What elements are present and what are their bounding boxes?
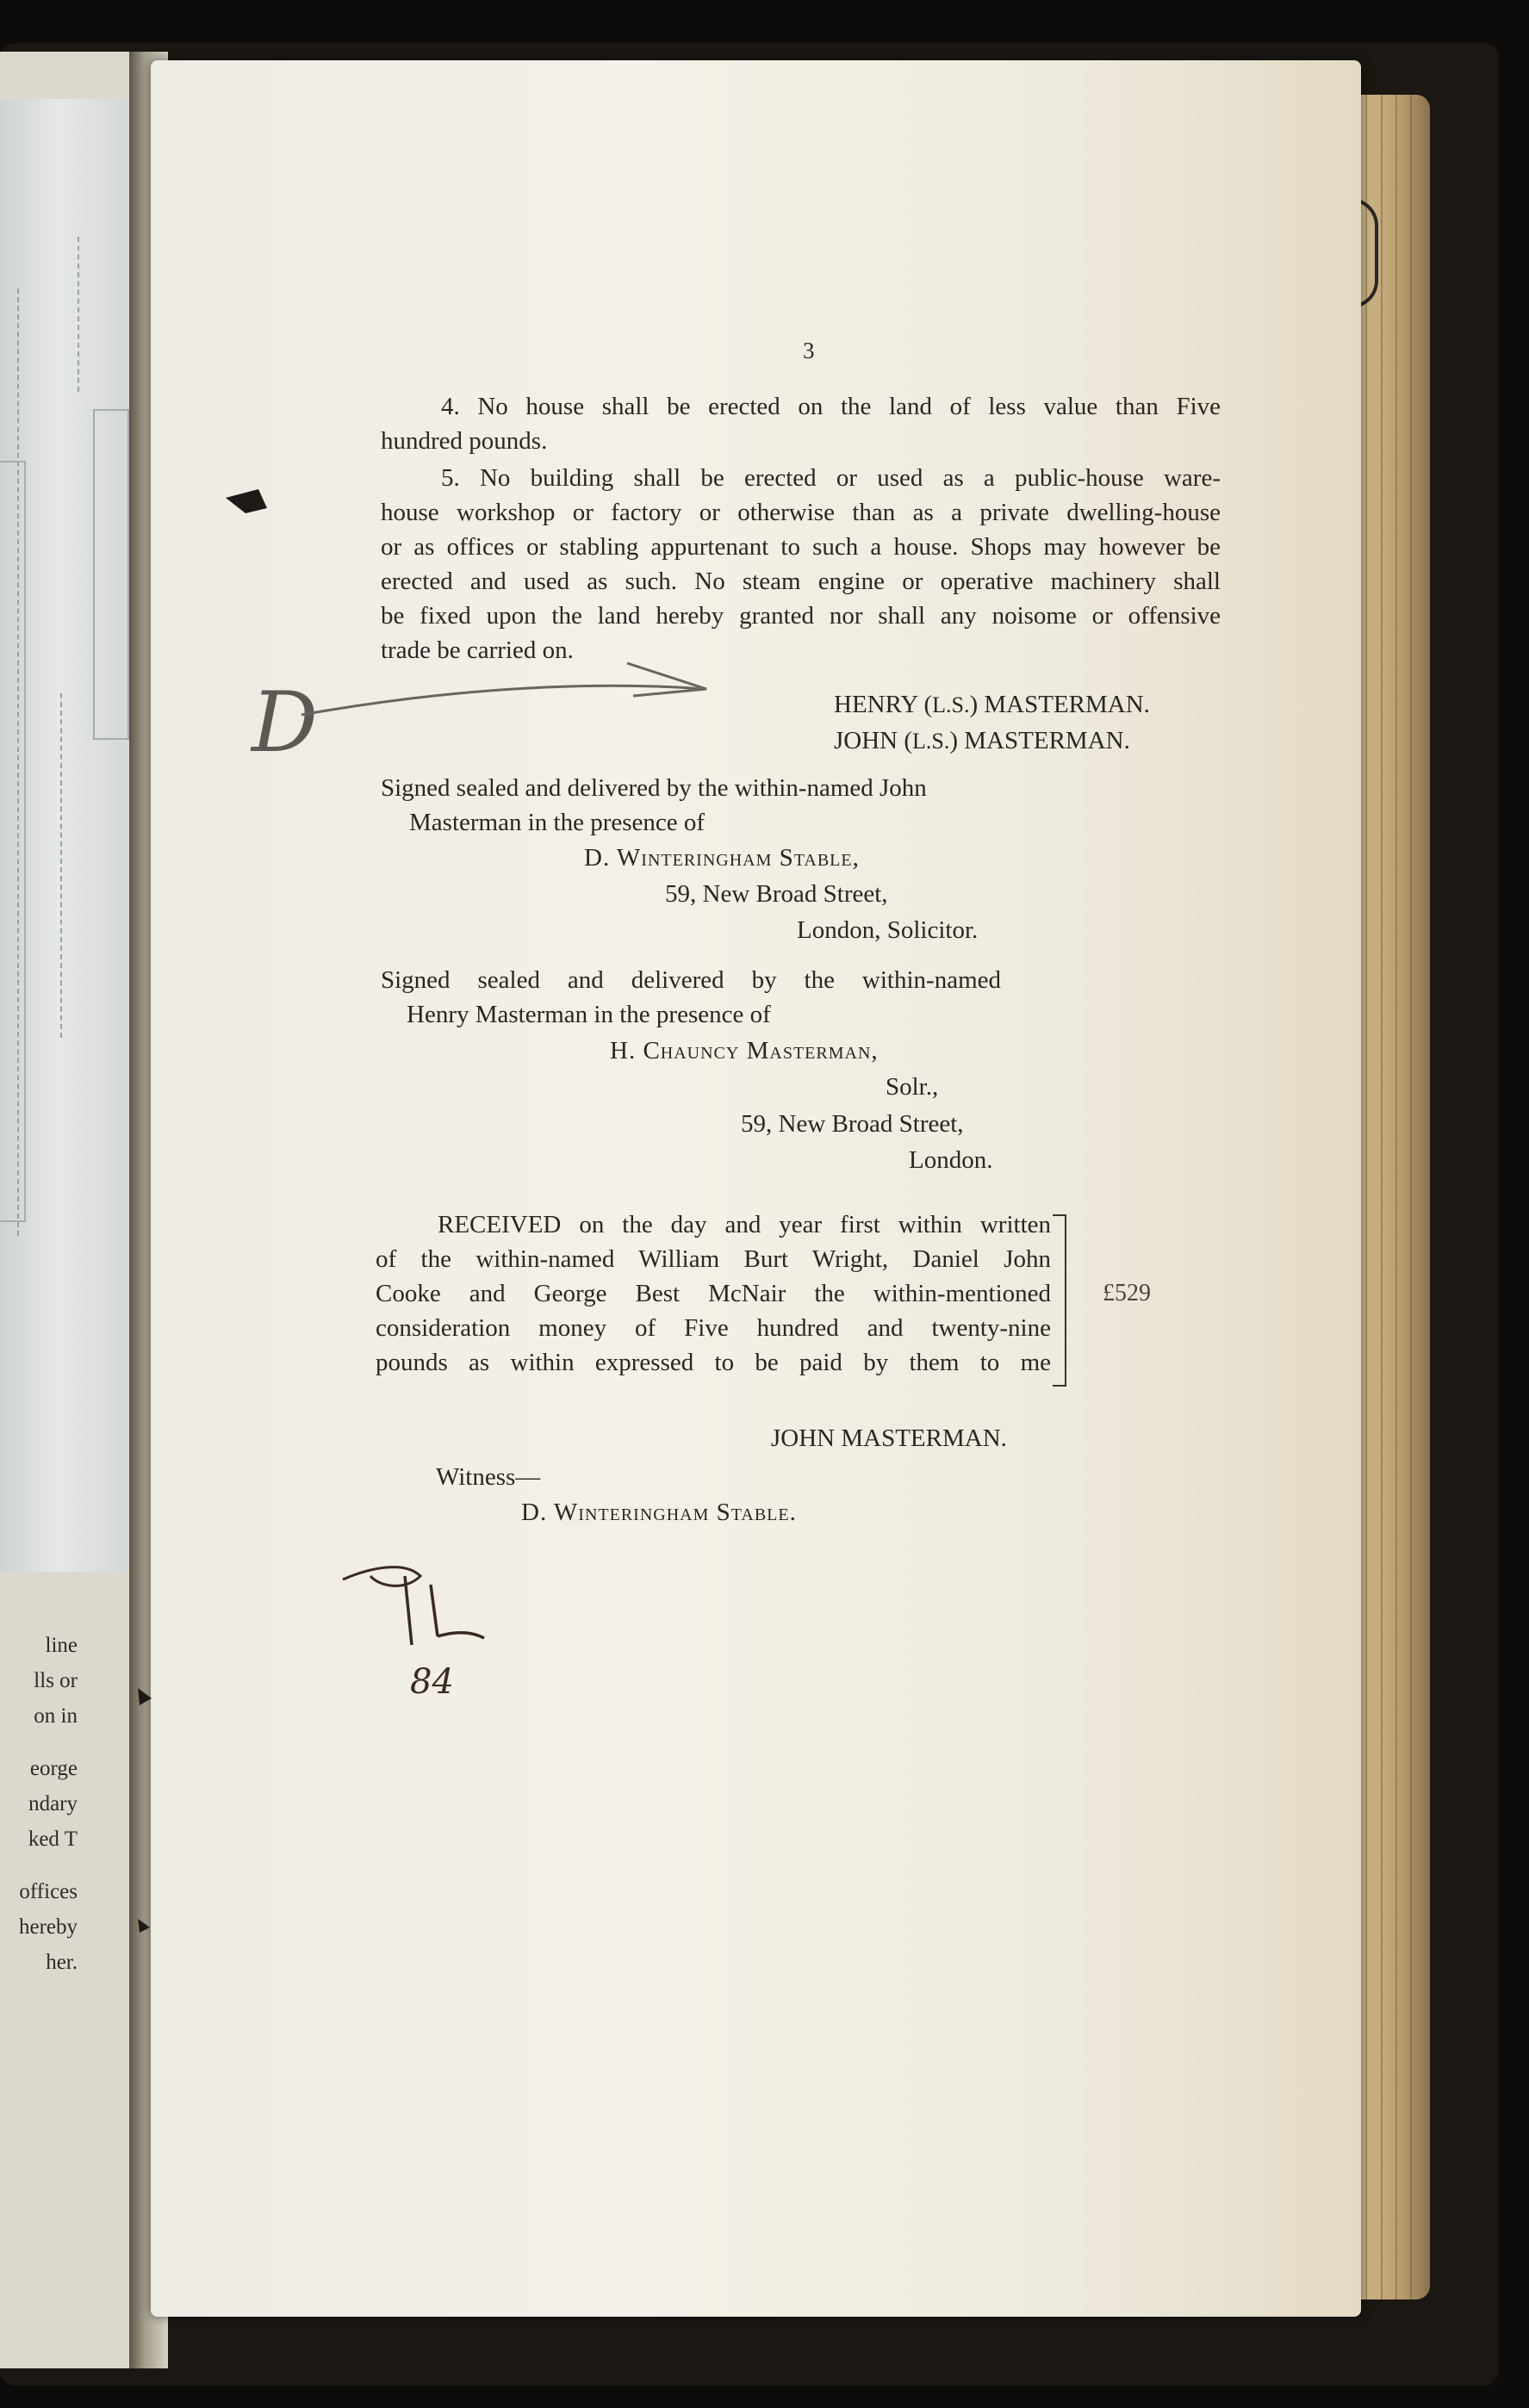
ink-blot [138, 1688, 152, 1705]
receipt-line: consideration money of Five hundred and twenty-nine [376, 1314, 1051, 1342]
left-fragment: hereby [18, 1915, 78, 1939]
witness-city: London. [909, 1146, 993, 1174]
receipt-signatory: JOHN MASTERMAN. [771, 1424, 1007, 1452]
receipt-line: pounds as within expressed to be paid by them to me [376, 1349, 1051, 1376]
left-fragment: ked T [28, 1828, 78, 1851]
witness-name: H. Chauncy Masterman, [610, 1037, 879, 1064]
clause-5-line: 5. No building shall be erected or used as a public-house ware- [441, 464, 1221, 492]
left-fragment: offices [19, 1880, 78, 1903]
left-fragment: her. [46, 1951, 78, 1974]
left-fragment: eorge [29, 1757, 78, 1780]
attestation-henry-line: Signed sealed and delivered by the within-named [381, 966, 1001, 994]
pencil-arrow-head [627, 663, 706, 696]
clause-5-line: erected and used as such. No steam engine or operative machinery shall [381, 568, 1221, 595]
receipt-line: RECEIVED on the day and year first within written [438, 1211, 1051, 1238]
ink-blot [138, 1919, 150, 1933]
clause-4-line: hundred pounds. [381, 427, 548, 455]
attestation-john-line: Signed sealed and delivered by the within-named John [381, 774, 927, 802]
ink-blot [226, 489, 267, 513]
witness-name: D. Winteringham Stable, [584, 844, 860, 872]
attestation-john-line: Masterman in the presence of [409, 809, 705, 836]
witness-city: London, Solicitor. [797, 916, 979, 944]
clause-5-line: be fixed upon the land hereby granted nor shall any noisome or offensive [381, 602, 1221, 630]
ink-initial-mark [343, 1567, 420, 1586]
clause-4-line: 4. No house shall be erected on the land of less value than Five [441, 393, 1221, 420]
clause-5-line: or as offices or stabling appurtenant to such a house. Shops may however be [381, 533, 1221, 561]
receipt-amount: £529 [1103, 1280, 1151, 1306]
witness-label: Witness— [436, 1463, 541, 1491]
left-fragment: on in [34, 1704, 78, 1728]
signature-henry-masterman: HENRY (L.S.) MASTERMAN. [834, 691, 1150, 718]
witness-address: 59, New Broad Street, [741, 1110, 964, 1138]
receipt-line: of the within-named William Burt Wright, Daniel John [376, 1245, 1051, 1273]
folio-number: 84 [410, 1662, 454, 1702]
signature-john-masterman: JOHN (L.S.) MASTERMAN. [834, 727, 1130, 754]
witness-title: Solr., [886, 1073, 939, 1101]
left-fragment: ndary [28, 1792, 78, 1815]
margin-letter-d: D [252, 674, 318, 771]
page-number: 3 [803, 338, 815, 363]
receipt-line: Cooke and George Best McNair the within-mentioned [376, 1280, 1051, 1307]
witness-address: 59, New Broad Street, [665, 880, 888, 908]
pencil-arrow-line [301, 686, 706, 715]
left-fragment: lls or [34, 1669, 78, 1692]
attestation-henry-line: Henry Masterman in the presence of [407, 1001, 771, 1028]
clause-5-line: trade be carried on. [381, 636, 574, 664]
witness-name: D. Winteringham Stable. [521, 1499, 797, 1526]
clause-5-line: house workshop or factory or otherwise than as a private dwelling-house [381, 499, 1221, 526]
ink-initial-mark [405, 1576, 484, 1645]
left-fragment: line [45, 1634, 78, 1657]
